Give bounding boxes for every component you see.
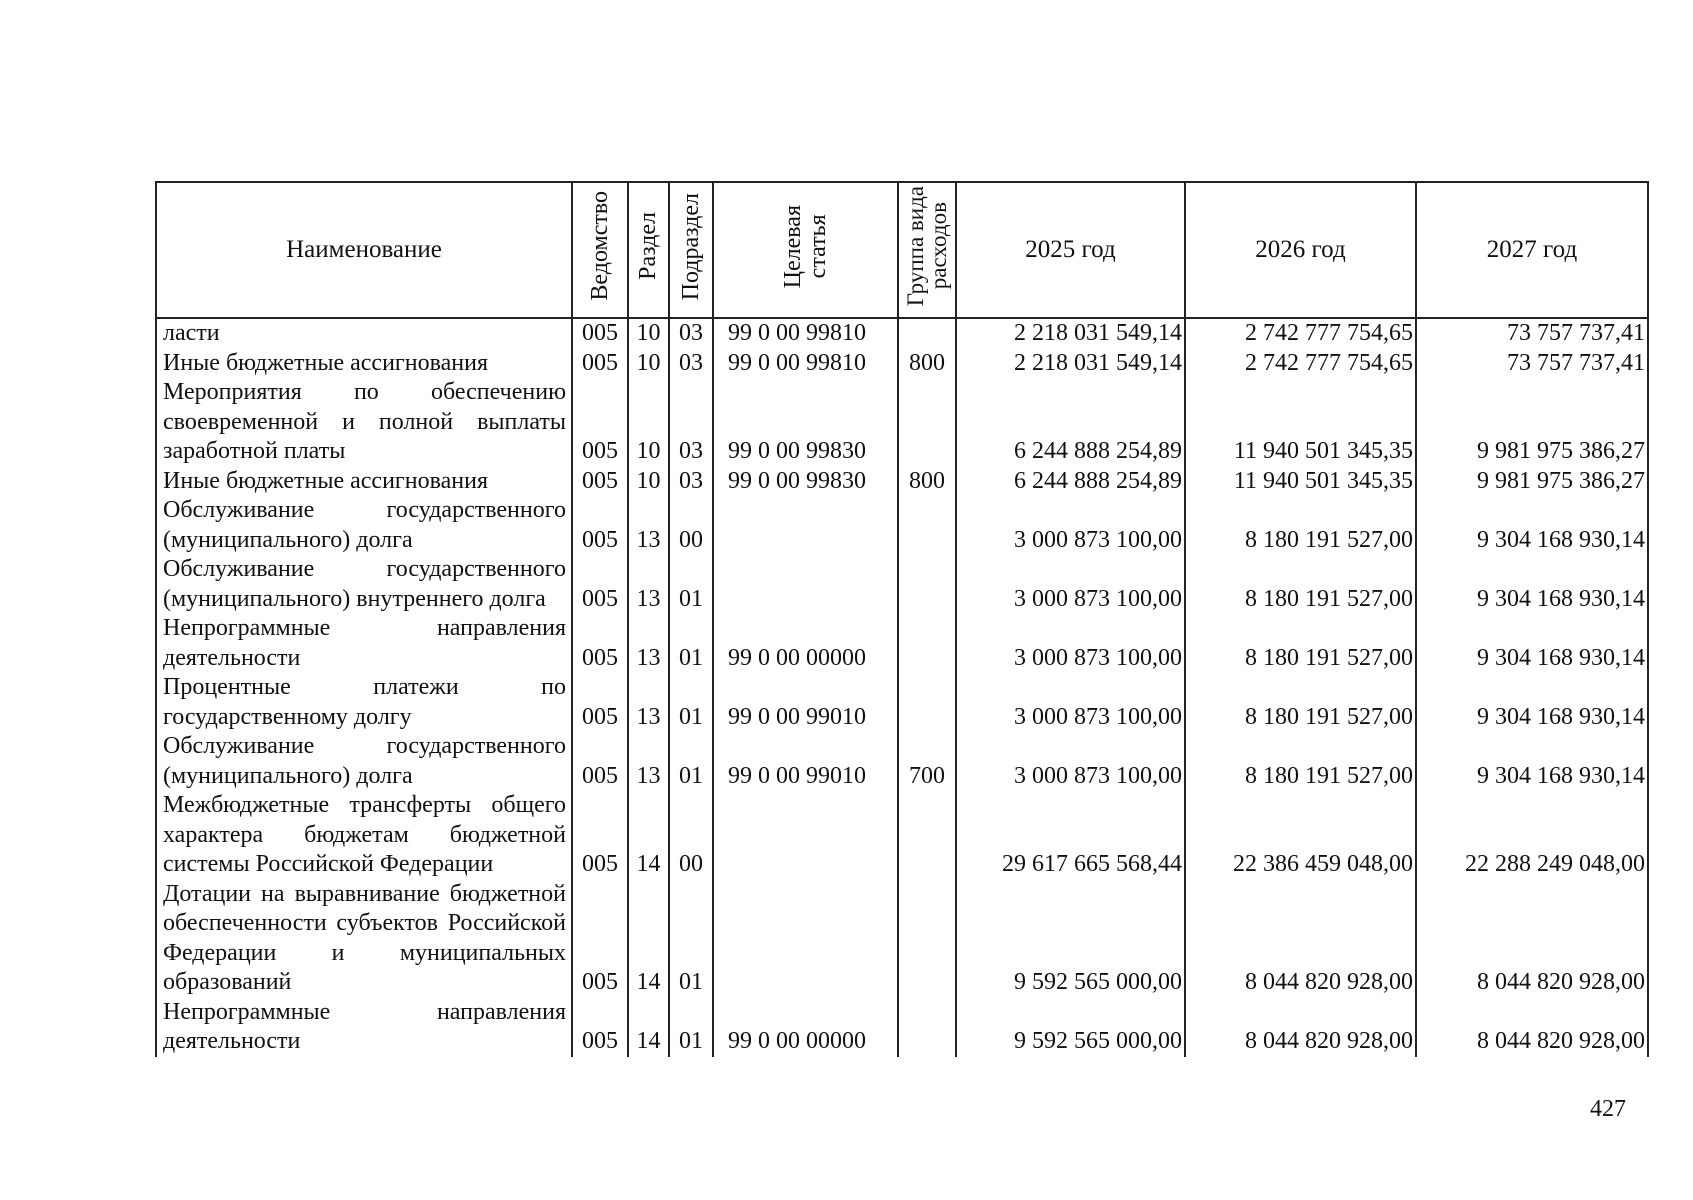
cell-name: Обслуживание государственного (муниципального) долга: [156, 732, 572, 791]
cell-gruppa: [898, 880, 956, 998]
cell-2025: 3 000 873 100,00: [956, 673, 1185, 732]
cell-celevaya-statya: 99 0 00 99830: [713, 378, 898, 467]
table-row: [156, 732, 1648, 791]
cell-2026: 8 180 191 527,00: [1185, 614, 1416, 673]
cell-podrazdel: 03: [669, 378, 713, 467]
header-gruppa: [898, 182, 956, 318]
header-gruppa-line1: Группа вида: [903, 186, 928, 307]
cell-gruppa: 800: [898, 349, 956, 379]
cell-vedomstvo: 005: [572, 555, 628, 614]
table-row: [156, 880, 1648, 998]
cell-vedomstvo: 005: [572, 880, 628, 998]
cell-2026: 8 180 191 527,00: [1185, 555, 1416, 614]
cell-name: Непрограммные направления деятельности: [156, 998, 572, 1057]
cell-vedomstvo: 005: [572, 318, 628, 349]
cell-podrazdel: 00: [669, 496, 713, 555]
cell-gruppa: [898, 378, 956, 467]
header-vedomstvo-label: Ведомство: [586, 191, 613, 302]
cell-vedomstvo: 005: [572, 732, 628, 791]
cell-2027: 8 044 820 928,00: [1416, 998, 1648, 1057]
cell-name: Обслуживание государственного (муниципального) внутреннего долга: [156, 555, 572, 614]
cell-celevaya-statya: [713, 791, 898, 880]
cell-vedomstvo: 005: [572, 496, 628, 555]
cell-podrazdel: 01: [669, 732, 713, 791]
header-gruppa-wrap: [904, 186, 950, 306]
cell-2027: 9 981 975 386,27: [1416, 467, 1648, 497]
cell-2025: 3 000 873 100,00: [956, 614, 1185, 673]
cell-2025: 29 617 665 568,44: [956, 791, 1185, 880]
cell-2025: 3 000 873 100,00: [956, 732, 1185, 791]
cell-podrazdel: 01: [669, 555, 713, 614]
table-body: [156, 318, 1648, 1057]
cell-celevaya-statya: 99 0 00 99010: [713, 732, 898, 791]
cell-name: Обслуживание государственного (муниципального) долга: [156, 496, 572, 555]
cell-razdel: 14: [628, 791, 669, 880]
cell-2027: 9 304 168 930,14: [1416, 555, 1648, 614]
cell-gruppa: [898, 791, 956, 880]
cell-name: Межбюджетные трансферты общего характера бюджетам бюджетной системы Российской Федерации: [156, 791, 572, 880]
cell-2025: 3 000 873 100,00: [956, 555, 1185, 614]
cell-vedomstvo: 005: [572, 467, 628, 497]
cell-2026: 22 386 459 048,00: [1185, 791, 1416, 880]
cell-razdel: 10: [628, 467, 669, 497]
cell-celevaya-statya: [713, 496, 898, 555]
cell-gruppa: [898, 673, 956, 732]
cell-gruppa: [898, 998, 956, 1057]
table-row: [156, 378, 1648, 467]
cell-gruppa: 700: [898, 732, 956, 791]
cell-podrazdel: 03: [669, 467, 713, 497]
cell-name: Мероприятия по обеспечению своевременной и полной выплаты заработной платы: [156, 378, 572, 467]
header-2025-label: 2025 год: [1025, 236, 1116, 264]
table-row: [156, 555, 1648, 614]
header-celevaya-wrap: [781, 205, 831, 288]
budget-page: [155, 181, 1647, 1057]
cell-razdel: 13: [628, 496, 669, 555]
cell-2025: 2 218 031 549,14: [956, 349, 1185, 379]
page-number: 427: [1590, 1096, 1626, 1122]
cell-podrazdel: 01: [669, 880, 713, 998]
cell-razdel: 13: [628, 614, 669, 673]
cell-podrazdel: 03: [669, 349, 713, 379]
cell-2026: 8 044 820 928,00: [1185, 998, 1416, 1057]
table-row: [156, 318, 1648, 349]
cell-2027: 9 304 168 930,14: [1416, 614, 1648, 673]
table-row: [156, 467, 1648, 497]
header-name: [156, 182, 572, 318]
header-gruppa-line2: расходов: [926, 202, 951, 290]
cell-gruppa: [898, 614, 956, 673]
cell-vedomstvo: 005: [572, 378, 628, 467]
header-podrazdel: [669, 182, 713, 318]
cell-vedomstvo: 005: [572, 673, 628, 732]
cell-2025: 6 244 888 254,89: [956, 467, 1185, 497]
header-2027-label: 2027 год: [1486, 236, 1578, 264]
header-2025: [956, 182, 1185, 318]
cell-celevaya-statya: 99 0 00 99830: [713, 467, 898, 497]
table-row: [156, 791, 1648, 880]
cell-2027: 9 981 975 386,27: [1416, 378, 1648, 467]
cell-gruppa: [898, 318, 956, 349]
table-row: [156, 614, 1648, 673]
cell-2026: 8 180 191 527,00: [1185, 673, 1416, 732]
cell-2027: 9 304 168 930,14: [1416, 673, 1648, 732]
cell-2025: 2 218 031 549,14: [956, 318, 1185, 349]
cell-razdel: 10: [628, 349, 669, 379]
cell-celevaya-statya: [713, 880, 898, 998]
cell-2027: 73 757 737,41: [1416, 349, 1648, 379]
table-row: [156, 673, 1648, 732]
cell-2027: 8 044 820 928,00: [1416, 880, 1648, 998]
cell-vedomstvo: 005: [572, 614, 628, 673]
cell-podrazdel: 01: [669, 998, 713, 1057]
cell-name: Процентные платежи по государственному долгу: [156, 673, 572, 732]
cell-2025: 9 592 565 000,00: [956, 998, 1185, 1057]
table-row: [156, 349, 1648, 379]
cell-name: Иные бюджетные ассигнования: [156, 349, 572, 379]
header-vedomstvo: [572, 182, 628, 318]
header-name-label: Наименование: [286, 236, 442, 264]
cell-gruppa: [898, 555, 956, 614]
cell-podrazdel: 01: [669, 614, 713, 673]
cell-2026: 11 940 501 345,35: [1185, 378, 1416, 467]
header-razdel: [628, 182, 669, 318]
table-row: [156, 998, 1648, 1057]
cell-celevaya-statya: 99 0 00 00000: [713, 998, 898, 1057]
cell-celevaya-statya: [713, 555, 898, 614]
cell-razdel: 13: [628, 673, 669, 732]
cell-celevaya-statya: 99 0 00 00000: [713, 614, 898, 673]
cell-razdel: 10: [628, 378, 669, 467]
cell-2026: 2 742 777 754,65: [1185, 318, 1416, 349]
header-2027: [1416, 182, 1648, 318]
cell-2026: 8 180 191 527,00: [1185, 496, 1416, 555]
cell-2025: 9 592 565 000,00: [956, 880, 1185, 998]
cell-razdel: 14: [628, 880, 669, 998]
header-2026: [1185, 182, 1416, 318]
cell-razdel: 13: [628, 732, 669, 791]
cell-2026: 11 940 501 345,35: [1185, 467, 1416, 497]
cell-gruppa: 800: [898, 467, 956, 497]
header-razdel-label: Раздел: [635, 212, 661, 281]
table-row: [156, 496, 1648, 555]
cell-podrazdel: 01: [669, 673, 713, 732]
header-celevaya-line2: статья: [804, 214, 831, 279]
cell-podrazdel: 03: [669, 318, 713, 349]
cell-2027: 9 304 168 930,14: [1416, 496, 1648, 555]
cell-vedomstvo: 005: [572, 998, 628, 1057]
cell-2025: 3 000 873 100,00: [956, 496, 1185, 555]
cell-gruppa: [898, 496, 956, 555]
header-celevaya-statya: [713, 182, 898, 318]
header-podrazdel-label: Подраздел: [677, 192, 704, 300]
cell-razdel: 13: [628, 555, 669, 614]
cell-2027: 73 757 737,41: [1416, 318, 1648, 349]
cell-celevaya-statya: 99 0 00 99810: [713, 318, 898, 349]
header-celevaya-line1: Целевая: [779, 204, 806, 288]
cell-name: Дотации на выравнивание бюджетной обеспеченности субъектов Российской Федерации и муниципальных образований: [156, 880, 572, 998]
cell-2026: 8 044 820 928,00: [1185, 880, 1416, 998]
cell-podrazdel: 00: [669, 791, 713, 880]
table-header-row: [156, 182, 1648, 318]
cell-razdel: 14: [628, 998, 669, 1057]
cell-2027: 22 288 249 048,00: [1416, 791, 1648, 880]
cell-name: ласти: [156, 318, 572, 349]
budget-table: [155, 181, 1649, 1057]
cell-vedomstvo: 005: [572, 791, 628, 880]
cell-name: Иные бюджетные ассигнования: [156, 467, 572, 497]
cell-2026: 8 180 191 527,00: [1185, 732, 1416, 791]
cell-celevaya-statya: 99 0 00 99010: [713, 673, 898, 732]
cell-vedomstvo: 005: [572, 349, 628, 379]
cell-2027: 9 304 168 930,14: [1416, 732, 1648, 791]
header-2026-label: 2026 год: [1255, 236, 1346, 264]
cell-name: Непрограммные направления деятельности: [156, 614, 572, 673]
cell-2026: 2 742 777 754,65: [1185, 349, 1416, 379]
cell-razdel: 10: [628, 318, 669, 349]
cell-celevaya-statya: 99 0 00 99810: [713, 349, 898, 379]
cell-2025: 6 244 888 254,89: [956, 378, 1185, 467]
